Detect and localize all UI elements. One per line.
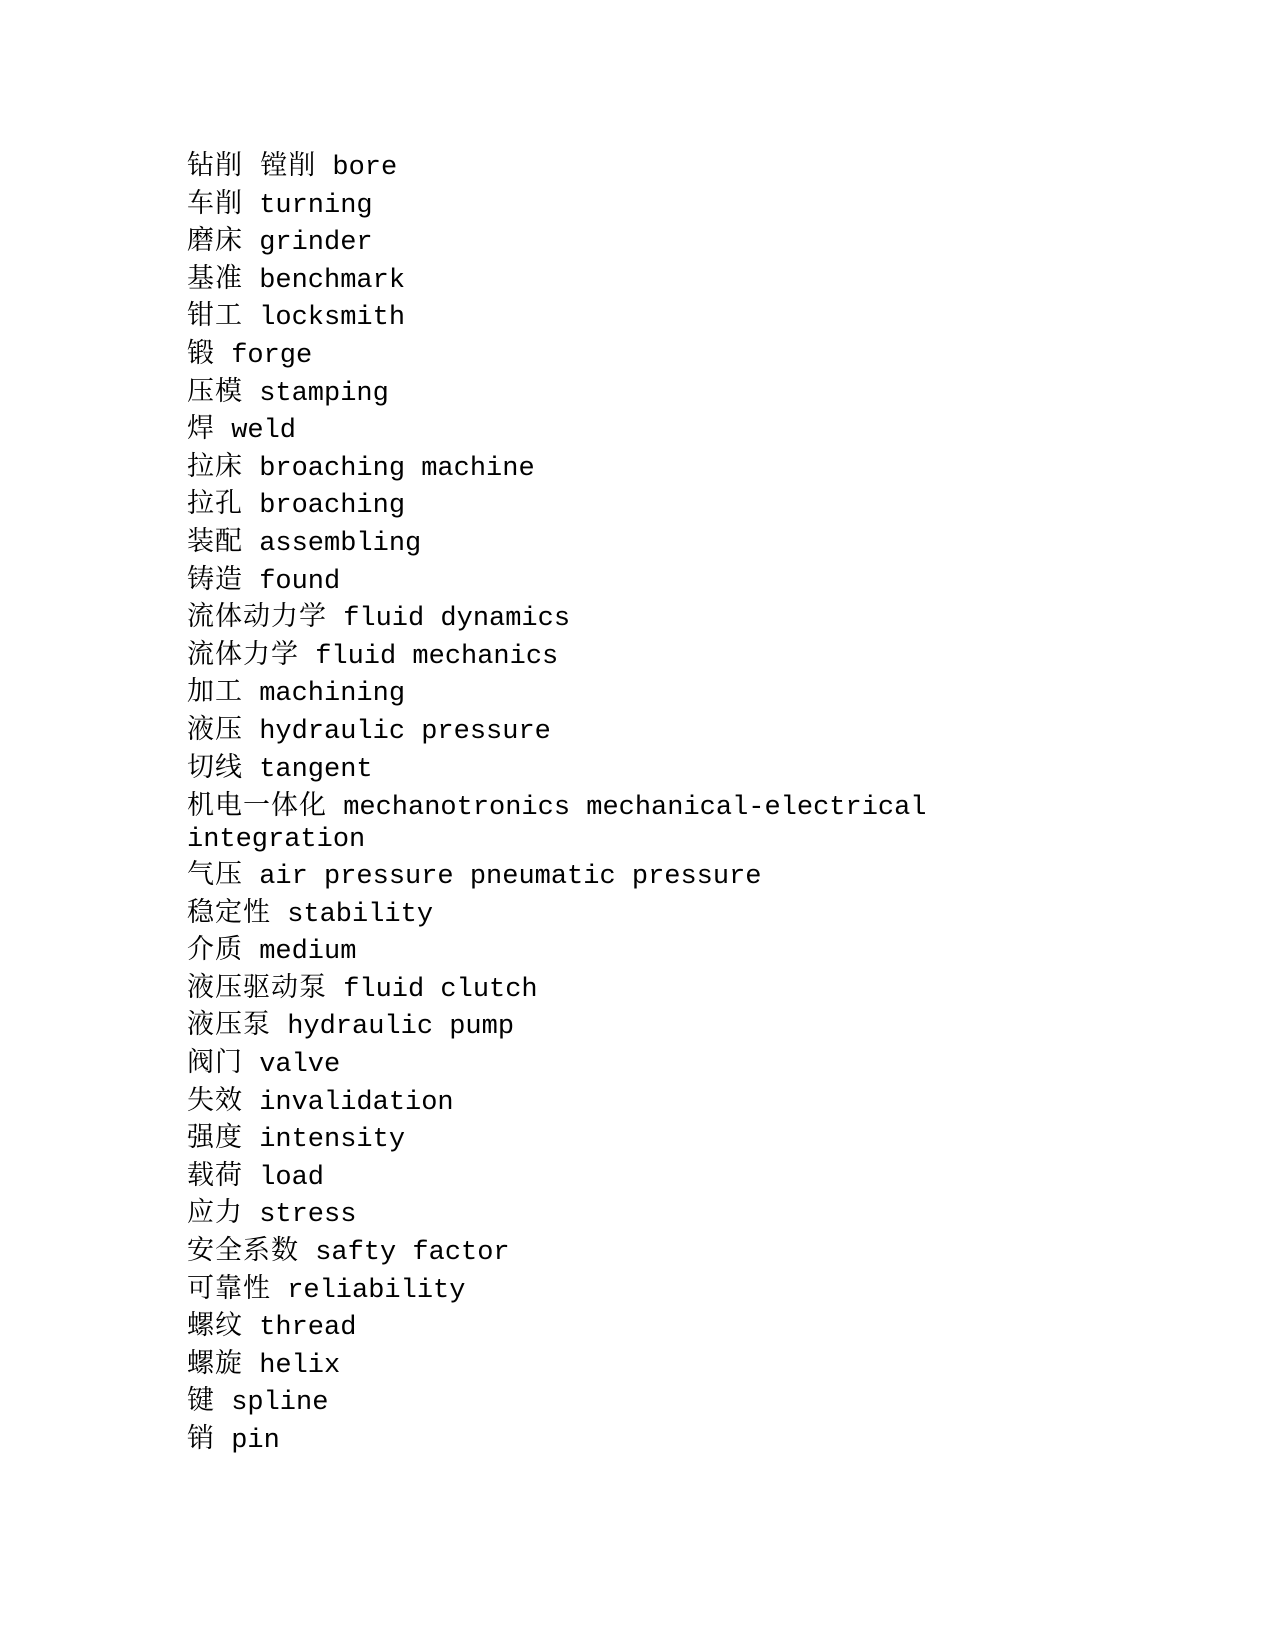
term-en: tangent [259,754,373,785]
glossary-entry [187,1085,1087,1123]
glossary-entry [187,1310,1087,1348]
glossary-entry [187,714,1087,752]
term-zh: 气压 [187,862,243,893]
term-en: machining [259,679,406,710]
glossary-entry [187,451,1087,489]
term-zh: 应力 [187,1200,243,1231]
term-zh: 铸造 [187,566,243,597]
term-zh: 键 [187,1388,215,1419]
term-en: broaching machine [259,453,535,484]
term-zh: 锻 [187,340,215,371]
term-en: air pressure pneumatic pressure [259,862,762,893]
term-en: invalidation [259,1087,454,1118]
term-en: forge [231,340,313,371]
glossary-entry [187,1423,1087,1461]
glossary-entry [187,1160,1087,1198]
term-zh: 流体动力学 [187,604,327,635]
term-en: valve [259,1050,341,1081]
glossary-entry [187,639,1087,677]
term-en: locksmith [259,303,406,334]
term-en: load [259,1162,325,1193]
term-en: stress [259,1200,357,1231]
term-zh: 阀门 [187,1050,243,1081]
term-zh: 装配 [187,528,243,559]
term-en: fluid mechanics [315,641,559,672]
term-zh: 稳定性 [187,899,271,930]
term-zh: 强度 [187,1125,243,1156]
glossary-entry [187,1348,1087,1386]
glossary-entry [187,1385,1087,1423]
term-en: benchmark [259,265,406,296]
term-zh: 螺纹 [187,1313,243,1344]
term-en: weld [231,416,297,447]
glossary-entry [187,225,1087,263]
term-zh: 安全系数 [187,1238,299,1269]
term-en: assembling [259,528,422,559]
term-en: stamping [259,378,389,409]
glossary-entry [187,972,1087,1010]
term-zh: 液压泵 [187,1012,271,1043]
term-zh: 钻削 镗削 [187,153,317,183]
term-zh: 焊 [187,416,215,447]
term-en: medium [259,937,357,968]
term-en: broaching [259,491,406,522]
term-en: found [259,566,341,597]
term-zh: 液压 [187,716,243,747]
glossary-entry [187,526,1087,564]
term-zh: 介质 [187,937,243,968]
term-zh: 机电一体化 [187,793,327,824]
term-zh: 加工 [187,679,243,710]
term-zh: 基准 [187,265,243,296]
term-zh: 车削 [187,190,243,221]
glossary-list [187,150,1087,1461]
term-zh: 液压驱动泵 [187,974,327,1005]
glossary-entry [187,789,1087,859]
glossary-entry [187,1047,1087,1085]
term-en: helix [259,1350,341,1381]
term-en: fluid dynamics [343,604,571,635]
term-zh: 载荷 [187,1162,243,1193]
glossary-entry [187,376,1087,414]
glossary-entry [187,300,1087,338]
term-zh: 螺旋 [187,1350,243,1381]
glossary-entry [187,150,1087,188]
glossary-entry [187,1235,1087,1273]
term-en: pin [231,1426,280,1456]
term-zh: 拉孔 [187,491,243,522]
term-en: grinder [259,228,373,259]
term-en: hydraulic pressure [259,716,551,747]
term-en: fluid clutch [343,974,538,1005]
term-zh: 流体力学 [187,641,299,672]
term-zh: 压模 [187,378,243,409]
glossary-entry [187,934,1087,972]
glossary-entry [187,188,1087,226]
glossary-entry [187,413,1087,451]
glossary-entry [187,601,1087,639]
glossary-entry [187,488,1087,526]
term-zh: 销 [187,1426,215,1456]
glossary-entry [187,564,1087,602]
term-zh: 切线 [187,754,243,785]
term-en: mechanotronics mechanical-electrical integration [187,793,927,856]
glossary-entry [187,338,1087,376]
term-en: reliability [287,1275,466,1306]
glossary-entry [187,859,1087,897]
term-en: intensity [259,1125,406,1156]
term-zh: 失效 [187,1087,243,1118]
glossary-entry [187,752,1087,790]
term-en: safty factor [315,1238,510,1269]
term-zh: 磨床 [187,228,243,259]
glossary-entry [187,1122,1087,1160]
term-en: spline [231,1388,329,1419]
glossary-entry [187,676,1087,714]
term-en: hydraulic pump [287,1012,515,1043]
term-zh: 钳工 [187,303,243,334]
glossary-entry [187,1009,1087,1047]
glossary-entry [187,1197,1087,1235]
term-en: turning [259,190,373,221]
glossary-entry [187,1273,1087,1311]
term-zh: 可靠性 [187,1275,271,1306]
term-en: thread [259,1313,357,1344]
term-en: stability [287,899,434,930]
term-zh: 拉床 [187,453,243,484]
glossary-entry [187,897,1087,935]
glossary-entry [187,263,1087,301]
term-en: bore [332,153,398,183]
